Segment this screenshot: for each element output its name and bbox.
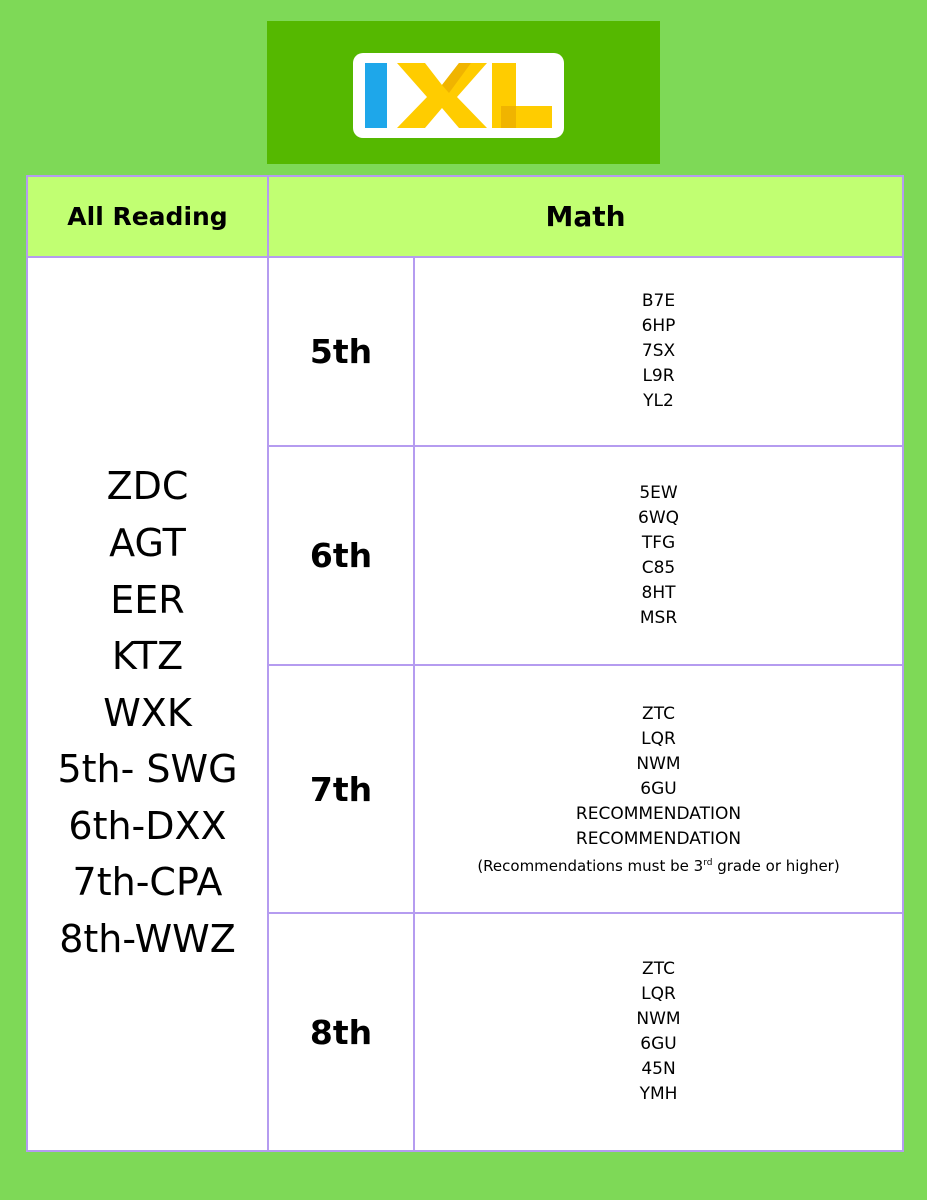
grade-row-5th bbox=[27, 257, 903, 446]
reading-code: 5th- SWG bbox=[57, 747, 238, 792]
grade-label: 6th bbox=[309, 536, 373, 575]
math-code: YL2 bbox=[643, 391, 674, 411]
grade-label: 5th bbox=[309, 332, 373, 371]
math-code: 45N bbox=[641, 1059, 676, 1079]
reading-code: KTZ bbox=[111, 634, 184, 679]
reading-code: WXK bbox=[103, 690, 192, 735]
grade-label: 7th bbox=[309, 769, 373, 809]
recommendation-note bbox=[415, 852, 902, 877]
ixl-logo-graphic bbox=[353, 53, 564, 138]
math-code: 6HP bbox=[641, 316, 676, 336]
ixl-logo bbox=[353, 53, 564, 138]
grade-cell bbox=[268, 446, 414, 665]
math-code: NWM bbox=[636, 1009, 681, 1029]
math-code: 8HT bbox=[641, 582, 676, 603]
math-code: YMH bbox=[639, 1084, 678, 1104]
reading-header: All Reading bbox=[67, 202, 228, 231]
math-code: ZTC bbox=[642, 959, 675, 979]
reading-codes-cell bbox=[27, 257, 268, 1151]
math-header-cell bbox=[268, 176, 903, 257]
grade-cell bbox=[268, 665, 414, 913]
reading-code: AGT bbox=[109, 520, 186, 565]
note-text: (Recommendations must be 3 bbox=[477, 856, 704, 875]
math-code: TFG bbox=[641, 532, 676, 553]
table-header-row bbox=[27, 176, 903, 257]
note-superscript: rd bbox=[703, 857, 713, 868]
reading-code: EER bbox=[110, 577, 185, 622]
reading-code: 8th-WWZ bbox=[59, 917, 236, 962]
math-code: RECOMMENDATION bbox=[575, 803, 742, 824]
reading-code: ZDC bbox=[106, 464, 189, 509]
logo-panel bbox=[267, 21, 660, 164]
math-code: 5EW bbox=[639, 482, 678, 503]
math-code: 6GU bbox=[640, 1034, 677, 1054]
math-code: 6GU bbox=[640, 778, 677, 799]
codes-table bbox=[26, 175, 904, 1152]
note-text: grade or higher) bbox=[712, 856, 840, 875]
math-codes-cell bbox=[414, 446, 903, 665]
math-code: LQR bbox=[641, 984, 676, 1004]
grade-cell bbox=[268, 913, 414, 1151]
reading-code: 7th-CPA bbox=[72, 860, 223, 905]
math-code: ZTC bbox=[642, 703, 675, 724]
math-code: MSR bbox=[639, 607, 678, 628]
math-codes-cell bbox=[414, 257, 903, 446]
math-header: Math bbox=[545, 200, 626, 233]
math-code: B7E bbox=[641, 291, 676, 311]
reading-code: 6th-DXX bbox=[68, 803, 227, 848]
math-code: NWM bbox=[636, 753, 681, 774]
math-code: L9R bbox=[642, 366, 675, 386]
reading-header-cell bbox=[27, 176, 268, 257]
math-code: C85 bbox=[641, 557, 676, 578]
math-code: 6WQ bbox=[638, 507, 680, 528]
math-codes-cell bbox=[414, 665, 903, 913]
math-code: 7SX bbox=[641, 341, 676, 361]
math-code: RECOMMENDATION bbox=[575, 828, 742, 849]
grade-label: 8th bbox=[309, 1012, 373, 1052]
math-codes-cell bbox=[414, 913, 903, 1151]
math-code: LQR bbox=[641, 728, 676, 749]
grade-cell bbox=[268, 257, 414, 446]
